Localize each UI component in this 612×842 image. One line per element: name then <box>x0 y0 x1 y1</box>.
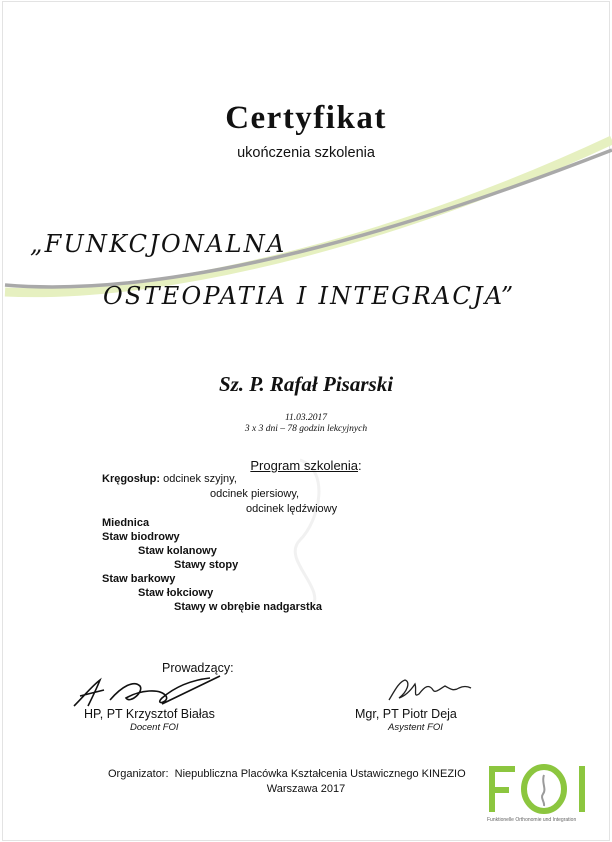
certificate-title: Certyfikat <box>225 100 387 136</box>
program-spine-row <box>102 473 237 485</box>
course-duration: 3 x 3 dni – 78 godzin lekcyjnych <box>244 424 368 434</box>
course-title-line2: OSTEOPATIA I INTEGRACJA” <box>103 282 516 310</box>
gray-swoosh <box>5 150 612 287</box>
program-heading-text: Program szkolenia <box>250 458 359 473</box>
right-signatory-name: Mgr, PT Piotr Deja <box>355 707 457 721</box>
organizer-label: Organizator: <box>108 768 169 780</box>
program-foot: Stawy stopy <box>174 559 239 571</box>
left-signatory-name: HP, PT Krzysztof Białas <box>84 707 215 721</box>
program-spine-item: odcinek piersiowy, <box>210 488 300 500</box>
program-spine-item: odcinek lędźwiowy <box>246 503 338 515</box>
prowadzacy-label: Prowadzący: <box>162 661 234 675</box>
watermark-curve <box>295 460 319 610</box>
organizer-line <box>108 768 466 780</box>
participant-name: Sz. P. Rafał Pisarski <box>218 372 394 396</box>
foi-logo-tagline: Funktionelle Orthonomie und Integration <box>487 817 577 823</box>
program-spine-item: odcinek szyjny, <box>163 473 237 485</box>
right-signatory-role: Asystent FOI <box>388 722 443 733</box>
foi-logo <box>487 762 597 816</box>
right-signature-icon <box>385 676 475 706</box>
organizer-city-year: Warszawa 2017 <box>266 783 346 795</box>
certificate-subtitle: ukończenia szkolenia <box>237 145 375 161</box>
program-wrist: Stawy w obrębie nadgarstka <box>174 601 322 613</box>
program-heading-colon: : <box>358 458 362 473</box>
program-spine-label: Kręgosłup: <box>102 473 161 485</box>
left-signature-icon <box>70 672 230 712</box>
program-hip: Staw biodrowy <box>102 531 180 543</box>
course-title-line1: „FUNKCJONALNA <box>30 230 287 258</box>
program-pelvis: Miednica <box>102 517 150 529</box>
green-swoosh <box>5 140 612 293</box>
program-heading <box>0 458 612 473</box>
course-date: 11.03.2017 <box>284 413 328 423</box>
program-elbow: Staw łokciowy <box>138 587 214 599</box>
left-signatory-role: Docent FOI <box>130 722 179 733</box>
program-shoulder: Staw barkowy <box>102 573 176 585</box>
organizer-name: Niepubliczna Placówka Kształcenia Ustawicznego KINEZIO <box>174 768 466 780</box>
program-knee: Staw kolanowy <box>138 545 217 557</box>
